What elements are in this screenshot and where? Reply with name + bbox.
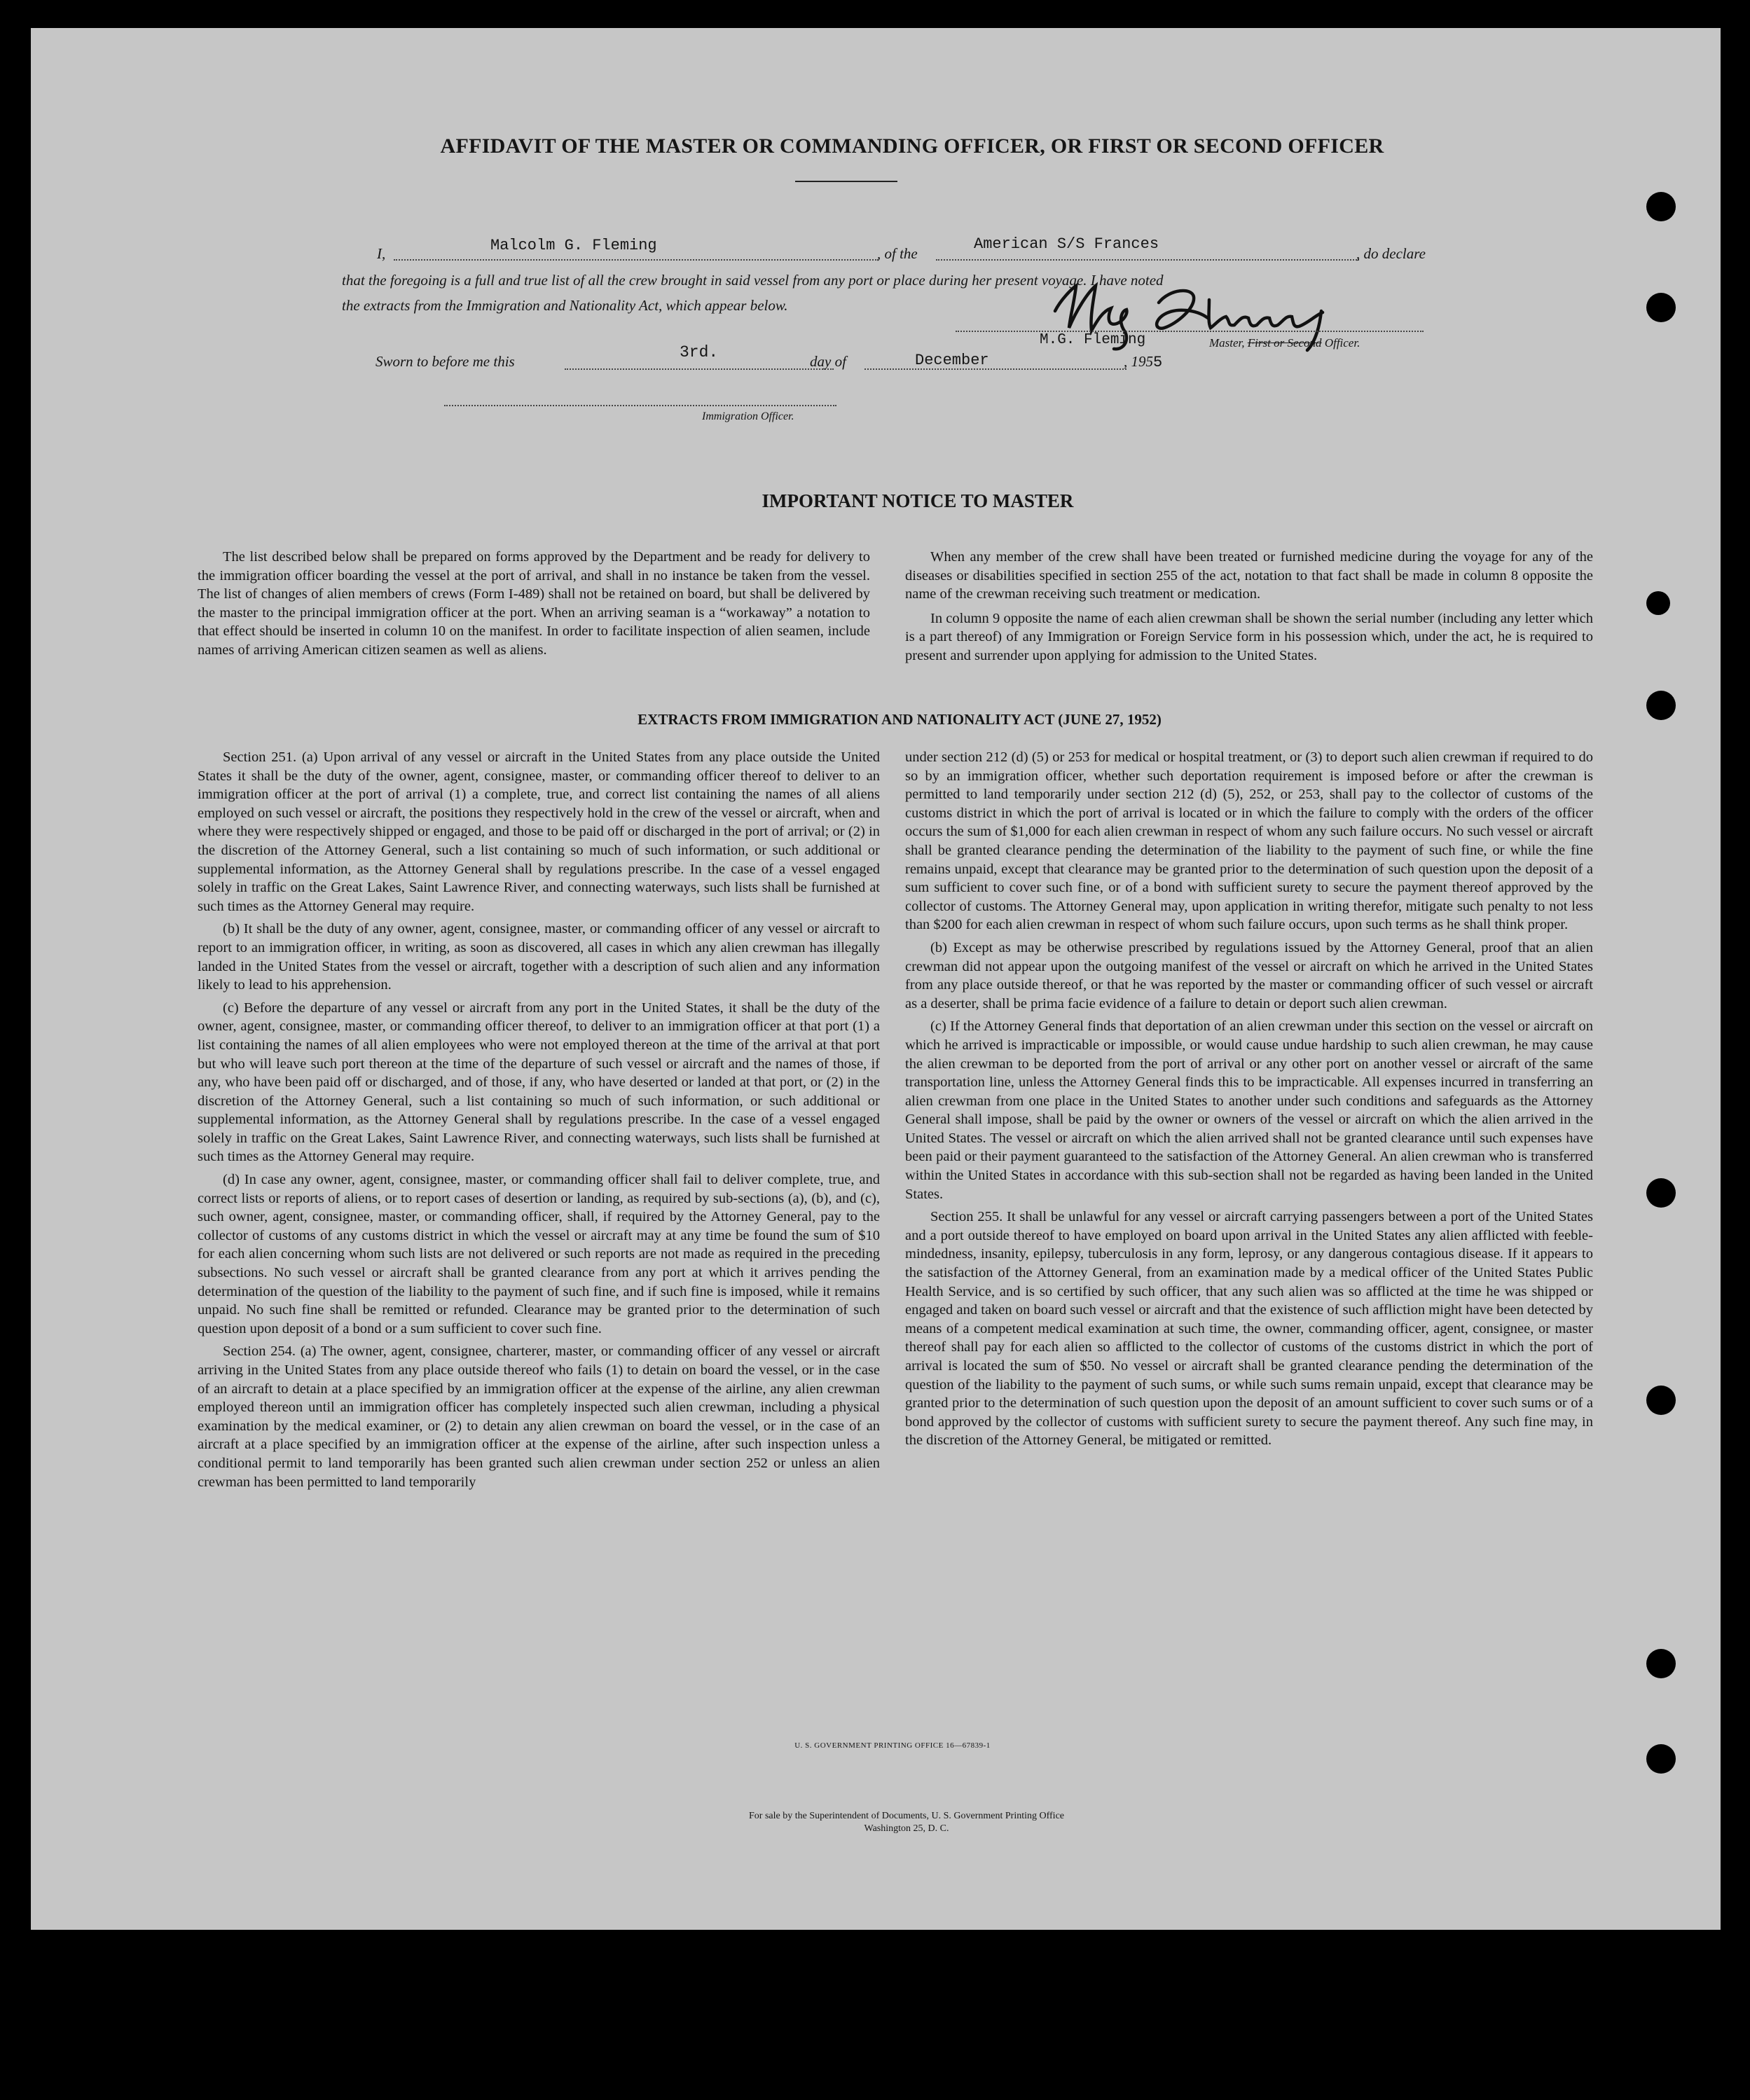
punch-hole [1646,1744,1676,1774]
document-page [31,28,1721,1930]
master-label: Master, [1209,336,1245,350]
section-254-a-continued: under section 212 (d) (5) or 253 for medical or hospital treatment, or (3) to deport such alien crewman if required to do so by an immigration officer, whether such deportation requirement is imposed before or after the crewman is permitted to land temporarily under section 212 (d) (5), 252, or 253, shall pay to the collector of customs of the customs district in which the port of arrival is located or in which the failure to comply with the orders of the officer occurs the sum of $1,000 for each alien crewman in respect of whom any such failure occurs. No such vessel or aircraft shall be granted clearance pending the determination of the liability to the payment of such fine, or while the fine remains unpaid, except that clearance may be granted prior to the determination of such question upon the deposit of a sum sufficient to cover such fine, or of a bond with sufficient surety to secure the payment thereof approved by the collector of customs. The Attorney General may, upon application in writing therefor, mitigate such penalty to not less than $200 for each alien crewman in respect of whom such failure occurs, upon such terms as he shall think proper. [905,749,1593,933]
year-prefix: , 195 [1124,353,1153,370]
section-254-c: (c) If the Attorney General finds that deportation of an alien crewman under this section on the vessel or aircraft on which he arrived is impracticable or impossible, or would cause undue hardship to such alien crewman, he may cause the alien crewman to be deported from the port of arrival or any other port on another vessel or aircraft of the same transportation line, unless the Attorney General finds this to be impracticable. All expenses incurred in transferring an alien crewman from one place in the United States to another under such conditions and safeguards as the Attorney General shall impose, shall be paid by the owner or owners of the vessel or aircraft on which the alien arrived in the United States. The vessel or aircraft on which the alien arrived shall not be granted clearance until such expenses have been paid or their payment guaranteed to the satisfaction of the Attorney General. An alien crewman who is transferred within the United States in accordance with this sub-section shall not be regarded as having been landed in the United States. [905,1018,1593,1202]
master-name: Malcolm G. Fleming [490,237,657,254]
officer-label: Officer. [1324,336,1360,350]
section-251-a: Section 251. (a) Upon arrival of any vessel or aircraft in the United States from any place outside the United States it shall be the duty of the owner, agent, consignee, master, or commanding officer thereof to deliver to an immigration officer at the port of arrival (1) a complete, true, and correct list containing the names of all aliens employed on such vessel or aircraft, the positions they respectively hold in the crew of the vessel or aircraft, when and where they were respectively shipped or engaged, and those to be paid off or discharged in the port of arrival; or (2) in the discretion of the Attorney General, such a list containing so much of such information, or such additional or supplemental information, as the Attorney General shall by regulations prescribe. In the case of a vessel engaged solely in traffic on the Great Lakes, Saint Lawrence River, and connecting waterways, such lists shall be furnished at such times as the Attorney General may require. [198,749,880,914]
section-254-a: Section 254. (a) The owner, agent, consignee, charterer, master, or commanding officer of any vessel or aircraft arriving in the United States from any place outside thereof who fails (1) to detain on board the vessel, or in the case of an aircraft to detain at a place specified by an immigration officer at the expense of the airline, any alien crewman employed thereon until an immigration officer has completely inspected such alien crewman, including a physical examination by the medical examiner, or (2) to detain any alien crewman on board the vessel, or in the case of an aircraft at a place specified by an immigration officer at the expense of the airline, after such inspection unless a conditional permit to land temporarily has been granted such alien crewman under section 252 or unless an alien crewman has been permitted to land temporarily [198,1343,880,1490]
notice-right-column [905,548,1593,665]
printing-office-line: U. S. GOVERNMENT PRINTING OFFICE 16—67839-1 [794,1741,991,1750]
struck-first-second-label: First or Second [1247,336,1322,350]
footer [661,1810,1152,1835]
vessel-line [936,259,1359,261]
footer-line-1: For sale by the Superintendent of Documents, U. S. Government Printing Office [749,1811,1064,1821]
notice-left-paragraph: The list described below shall be prepared on forms approved by the Department and be ready for delivery to the immigration officer boarding the vessel at the port of arrival, and shall in no instance be taken from the vessel. The list of changes of alien members of crews (Form I-489) shall not be retained on board, but shall be delivered by the master to the principal immigration officer at the port. When an arriving seaman is a “workaway” a notation to that effect should be inserted in column 10 on the manifest. In order to facilitate inspection of alien seamen, include names of arriving American citizen seamen as well as aliens. [198,549,870,658]
section-251-c: (c) Before the departure of any vessel or aircraft from any port in the United States, it shall be the duty of the owner, agent, consignee, master, or commanding officer thereof, to deliver to an immigration officer at that port (1) a list containing the names of all alien employees who were not employed thereon at the time of the arrival at that port but who will leave such port thereon at the time of the departure of such vessel or aircraft and the names of those, if any, who have been paid off or discharged, and of those, if any, who have deserted or landed at that port, or (2) in the discretion of the Attorney General, such a list containing so much of such information, or such additional or supplemental information, as the Attorney General shall by regulations prescribe. In the case of a vessel engaged solely in traffic on the Great Lakes, Saint Lawrence River, and connecting waterways, such lists shall be furnished at such times as the Attorney General may require. [198,1000,880,1165]
punch-hole [1646,1649,1676,1678]
sworn-label: Sworn to before me this [376,353,515,370]
notice-right-paragraph-2: In column 9 opposite the name of each alien crewman shall be shown the serial number (including any letter which is a part thereof) of any Immigration or Foreign Service form in his possession which, under the act, he is required to present and surrender upon applying for admission to the United States. [905,610,1593,663]
name-line [394,259,879,261]
extracts-right-column [905,748,1593,1450]
of-the-label: , of the [877,245,918,262]
declaration-line-2: the extracts from the Immigration and Nationality Act, which appear below. [342,297,788,314]
immigration-officer-line [444,405,836,406]
punch-hole [1646,1386,1676,1415]
i-label: I, [377,245,386,262]
typed-signature: M.G. Fleming [1040,332,1146,348]
sworn-day: 3rd. [680,343,719,361]
vessel-name: American S/S Frances [974,235,1159,253]
sworn-year [1124,353,1162,371]
affidavit-title: AFFIDAVIT OF THE MASTER OR COMMANDING OFFICER, OR FIRST OR SECOND OFFICER [440,134,1384,158]
signature-line [956,331,1424,332]
section-251-d: (d) In case any owner, agent, consignee, master, or commanding officer shall fail to deliver complete, true, and correct lists or reports of aliens, or to report cases of desertion or landing, as required by sub-sections (a), (b), and (c), such owner, agent, consignee, master, or commanding officer, shall, if required by the Attorney General, pay to the collector of customs of any customs district in which the vessel or aircraft may at any time be found the sum of $10 for each alien concerning whom such lists are not delivered or such reports are not made as required in the preceding subsections. No such vessel or aircraft shall be granted clearance from any port at which it arrives pending the determination of the question of the liability to the payment of such fine, and if such fine is imposed, while it remains unpaid. No such fine shall be remitted or refunded. Clearance may be granted prior to the determination of such question upon deposit of a bond or a sum sufficient to cover such fine. [198,1172,880,1336]
year-digit: 5 [1153,354,1163,371]
notice-left-column [198,548,870,660]
day-line [565,368,834,370]
punch-hole [1646,1178,1676,1208]
immigration-officer-label: Immigration Officer. [702,410,794,422]
month-line [864,368,1127,370]
punch-hole [1646,691,1676,720]
notice-title: IMPORTANT NOTICE TO MASTER [762,490,1074,511]
title-underline [795,181,897,182]
do-declare-label: , do declare [1356,245,1426,262]
extracts-title: EXTRACTS FROM IMMIGRATION AND NATIONALITY ACT (JUNE 27, 1952) [638,711,1162,728]
section-251-b: (b) It shall be the duty of any owner, agent, consignee, master, or commanding officer of any vessel or aircraft to report to an immigration officer, in writing, as soon as discovered, all cases in which any alien crewman has illegally landed in the United States from the vessel or aircraft, together with a description of such alien and any information likely to lead to his apprehension. [198,921,880,993]
punch-hole [1646,293,1676,322]
section-254-b: (b) Except as may be otherwise prescribed by regulations issued by the Attorney General, proof that an alien crewman did not appear upon the outgoing manifest of the vessel or aircraft on which he arrived in the United States from any place outside thereof, or that he was reported by the master or commanding officer of such vessel or aircraft as a deserter, shall be prima facie evidence of a failure to detain or deport such alien crewman. [905,939,1593,1011]
punch-hole [1646,192,1676,221]
footer-line-2: Washington 25, D. C. [864,1823,949,1834]
punch-hole [1646,591,1670,615]
declaration-line-1: that the foregoing is a full and true list of all the crew brought in said vessel from any port or place during her present voyage. I have noted [342,272,1164,289]
section-255: Section 255. It shall be unlawful for any vessel or aircraft carrying passengers between a port of the United States and a port outside thereof to have employed on board upon arrival in the United States any alien afflicted with feeble-mindedness, insanity, epilepsy, tuberculosis in any form, leprosy, or any dangerous contagious disease. If it appears to the satisfaction of the Attorney General, from an examination made by a medical officer of the United States Public Health Service, and is so certified by such officer, that any such alien was so afflicted at the time he was shipped or engaged and taken on board such vessel or aircraft and that the existence of such affliction might have been detected by means of a competent medical examination at such time, the owner, commanding officer, agent, consignee, or master thereof shall pay for each alien so afflicted to the collector of customs of the customs district in which the port of arrival is located the sum of $50. No vessel or aircraft shall be granted clearance pending the determination of the question of the liability to the payment of such sums, or while such sums remain unpaid, except that clearance may be granted prior to the determination of such question upon the deposit of an amount sufficient to cover such sums or of a bond approved by the collector of customs with sufficient surety to secure the payment thereof. Any such fine may, in the discretion of the Attorney General, be mitigated or remitted. [905,1209,1593,1449]
officer-title [1209,336,1360,350]
extracts-left-column [198,748,880,1491]
notice-right-paragraph-1: When any member of the crew shall have been treated or furnished medicine during the voyage for any of the diseases or disabilities specified in section 255 of the act, notation to that fact shall be made in column 8 opposite the name of the crewman receiving such treatment or medication. [905,549,1593,602]
day-of-label: day of [810,353,846,370]
sworn-month: December [915,352,989,369]
